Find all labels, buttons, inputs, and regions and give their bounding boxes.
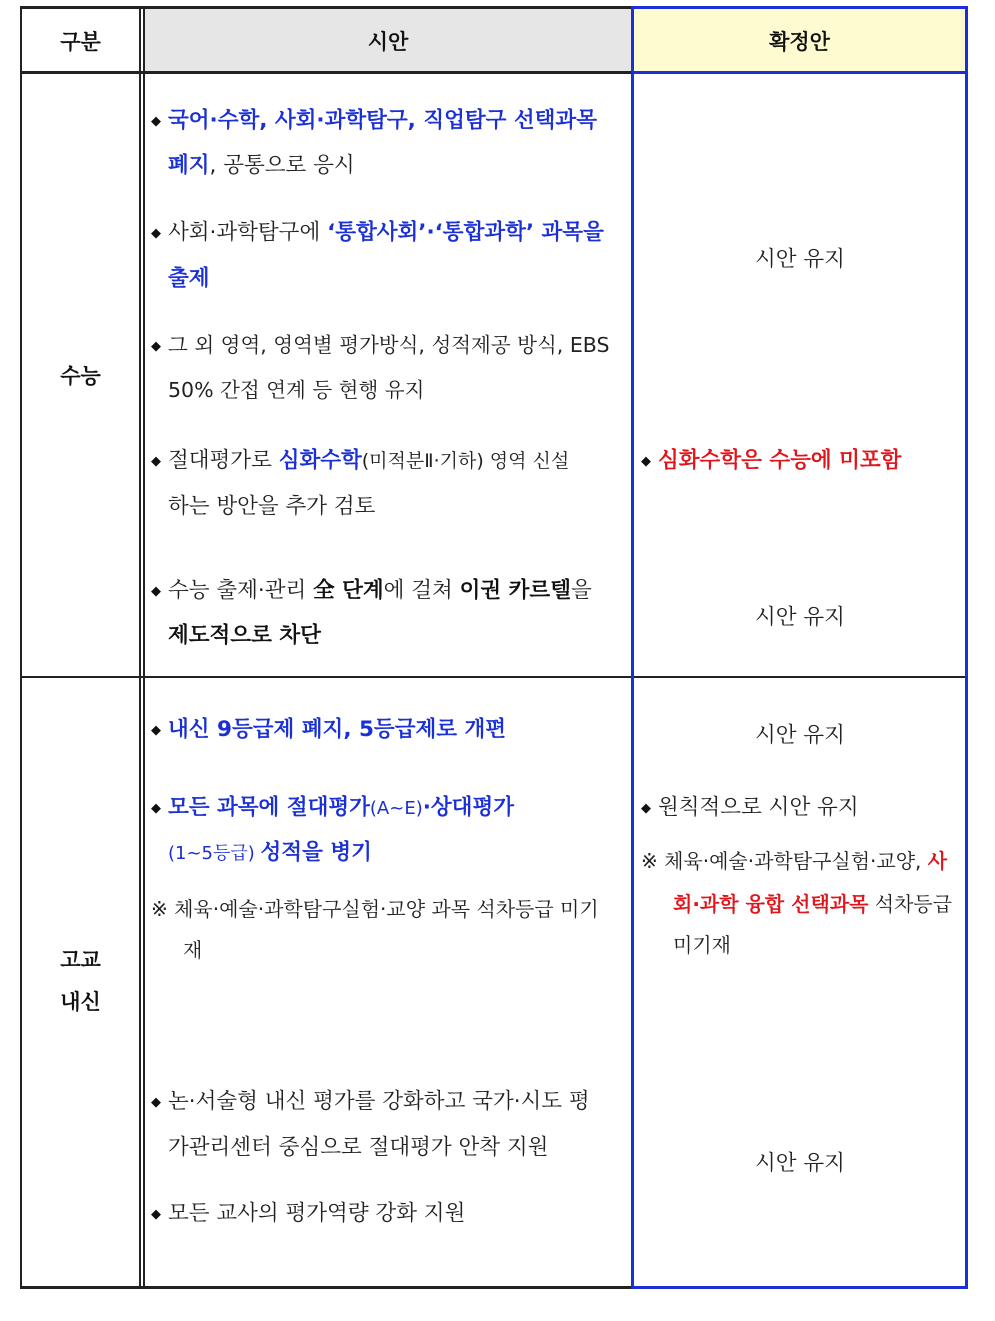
suneung-item-1-text-c: , 공통으로 응시 [209, 153, 355, 178]
naesin-item-1-text: 내신 9등급제 폐지, 5등급제로 개편 [168, 717, 507, 742]
table-bottom-border [20, 1286, 633, 1289]
suneung-final-keep-1: 시안 유지 [755, 247, 845, 272]
row-divider [20, 676, 633, 678]
suneung-item-3-text-a: 그 외 영역, 영역별 평가방식, 성적제공 방식, EBS [168, 333, 610, 357]
category-divider-b [143, 6, 145, 1289]
naesin-item-2-text-d: (1~5등급) [168, 843, 261, 864]
bullet-icon: ◆ [151, 723, 161, 738]
naesin-item-3-text-b: 가관리센터 중심으로 절대평가 안착 지원 [168, 1135, 549, 1160]
suneung-item-4-text-c: (미적분Ⅱ·기하) 영역 신설 [361, 450, 570, 472]
row-divider-final [633, 676, 966, 678]
naesin-item-2-text-e: 성적을 병기 [260, 840, 372, 865]
suneung-item-4-text-a: 절대평가로 [168, 448, 279, 473]
naesin-item-1 [151, 707, 506, 754]
suneung-final-red-text: 심화수학은 수능에 미포함 [658, 448, 902, 473]
table-top-border [20, 6, 633, 9]
suneung-item-5-text-b: 全 단계 [313, 578, 384, 603]
suneung-item-5-text-d: 이권 카르텔 [459, 578, 571, 603]
naesin-note-b: 재 [183, 938, 203, 962]
bullet-icon: ◆ [151, 1207, 161, 1222]
bullet-icon: ◆ [151, 801, 161, 816]
suneung-item-2-text-c: 출제 [168, 266, 210, 291]
naesin-final-keep-2: 시안 유지 [755, 1151, 845, 1176]
naesin-final-note-a: ※ 체육·예술·과학탐구실험·교양, [641, 849, 928, 873]
header-final: 확정안 [769, 30, 830, 54]
naesin-final-note-red-b: 회·과학 융합 선택과목 [673, 892, 869, 916]
category-suneung: 수능 [60, 364, 101, 388]
naesin-item-2-text-a: 모든 과목에 절대평가 [168, 795, 370, 820]
suneung-item-5-text-e: 을 [570, 578, 592, 603]
bullet-icon: ◆ [151, 584, 161, 599]
naesin-final-note-red-a: 사 [927, 849, 948, 873]
header-category: 구분 [60, 30, 101, 54]
header-bottom-border [20, 71, 633, 74]
bullet-icon: ◆ [641, 454, 651, 469]
naesin-final-note-c: 미기재 [673, 933, 731, 957]
suneung-item-1-text-b: 폐지 [168, 153, 210, 178]
bullet-icon: ◆ [641, 801, 651, 816]
category-naesin-line1: 고교 [60, 948, 101, 972]
naesin-item-4-text: 모든 교사의 평가역량 강화 지원 [168, 1201, 466, 1226]
final-frame-left [631, 6, 634, 1289]
suneung-final-keep-2: 시안 유지 [755, 605, 845, 630]
bullet-icon: ◆ [151, 454, 161, 469]
naesin-item-3-text-a: 논·서술형 내신 평가를 강화하고 국가·시도 평 [168, 1089, 590, 1114]
table-left-border [20, 6, 22, 1289]
naesin-item-2-text-c: ·상대평가 [422, 795, 514, 820]
suneung-item-2-text-b: ‘통합사회’·‘통합과학’ 과목을 [327, 220, 604, 245]
final-frame-header-bottom [631, 71, 968, 74]
naesin-final-note-b: 석차등급 [868, 892, 953, 916]
category-divider-a [139, 6, 141, 1289]
naesin-final-keep-1: 시안 유지 [755, 723, 845, 748]
suneung-item-4-text-d: 하는 방안을 추가 검토 [168, 494, 376, 519]
suneung-final-red [641, 438, 901, 485]
header-draft: 시안 [367, 30, 409, 54]
bullet-icon: ◆ [151, 1095, 161, 1110]
category-naesin-line2: 내신 [60, 990, 101, 1014]
naesin-final-principle [641, 785, 859, 832]
suneung-item-1-text-a: 국어·수학, 사회·과학탐구, 직업탐구 선택과목 [168, 108, 597, 133]
final-frame-bottom [631, 1286, 968, 1289]
bullet-icon: ◆ [151, 114, 161, 129]
suneung-item-5-text-c: 에 걸쳐 [383, 578, 460, 603]
suneung-item-5-text-a: 수능 출제·관리 [168, 578, 314, 603]
suneung-item-3-text-b: 50% 간접 연계 등 현행 유지 [168, 378, 425, 402]
naesin-item-2-text-b: (A~E) [369, 798, 423, 819]
bullet-icon: ◆ [151, 339, 161, 354]
suneung-item-5-text-f: 제도적으로 차단 [168, 623, 321, 648]
final-frame-top [631, 6, 968, 9]
naesin-item-4 [151, 1191, 465, 1238]
final-frame-right [965, 6, 968, 1289]
suneung-item-4-text-b: 심화수학 [278, 448, 362, 473]
bullet-icon: ◆ [151, 226, 161, 241]
naesin-note-a: ※ 체육·예술·과학탐구실험·교양 과목 석차등급 미기 [151, 897, 599, 921]
naesin-final-principle-text: 원칙적으로 시안 유지 [658, 795, 859, 820]
suneung-item-2-text-a: 사회·과학탐구에 [168, 220, 328, 245]
